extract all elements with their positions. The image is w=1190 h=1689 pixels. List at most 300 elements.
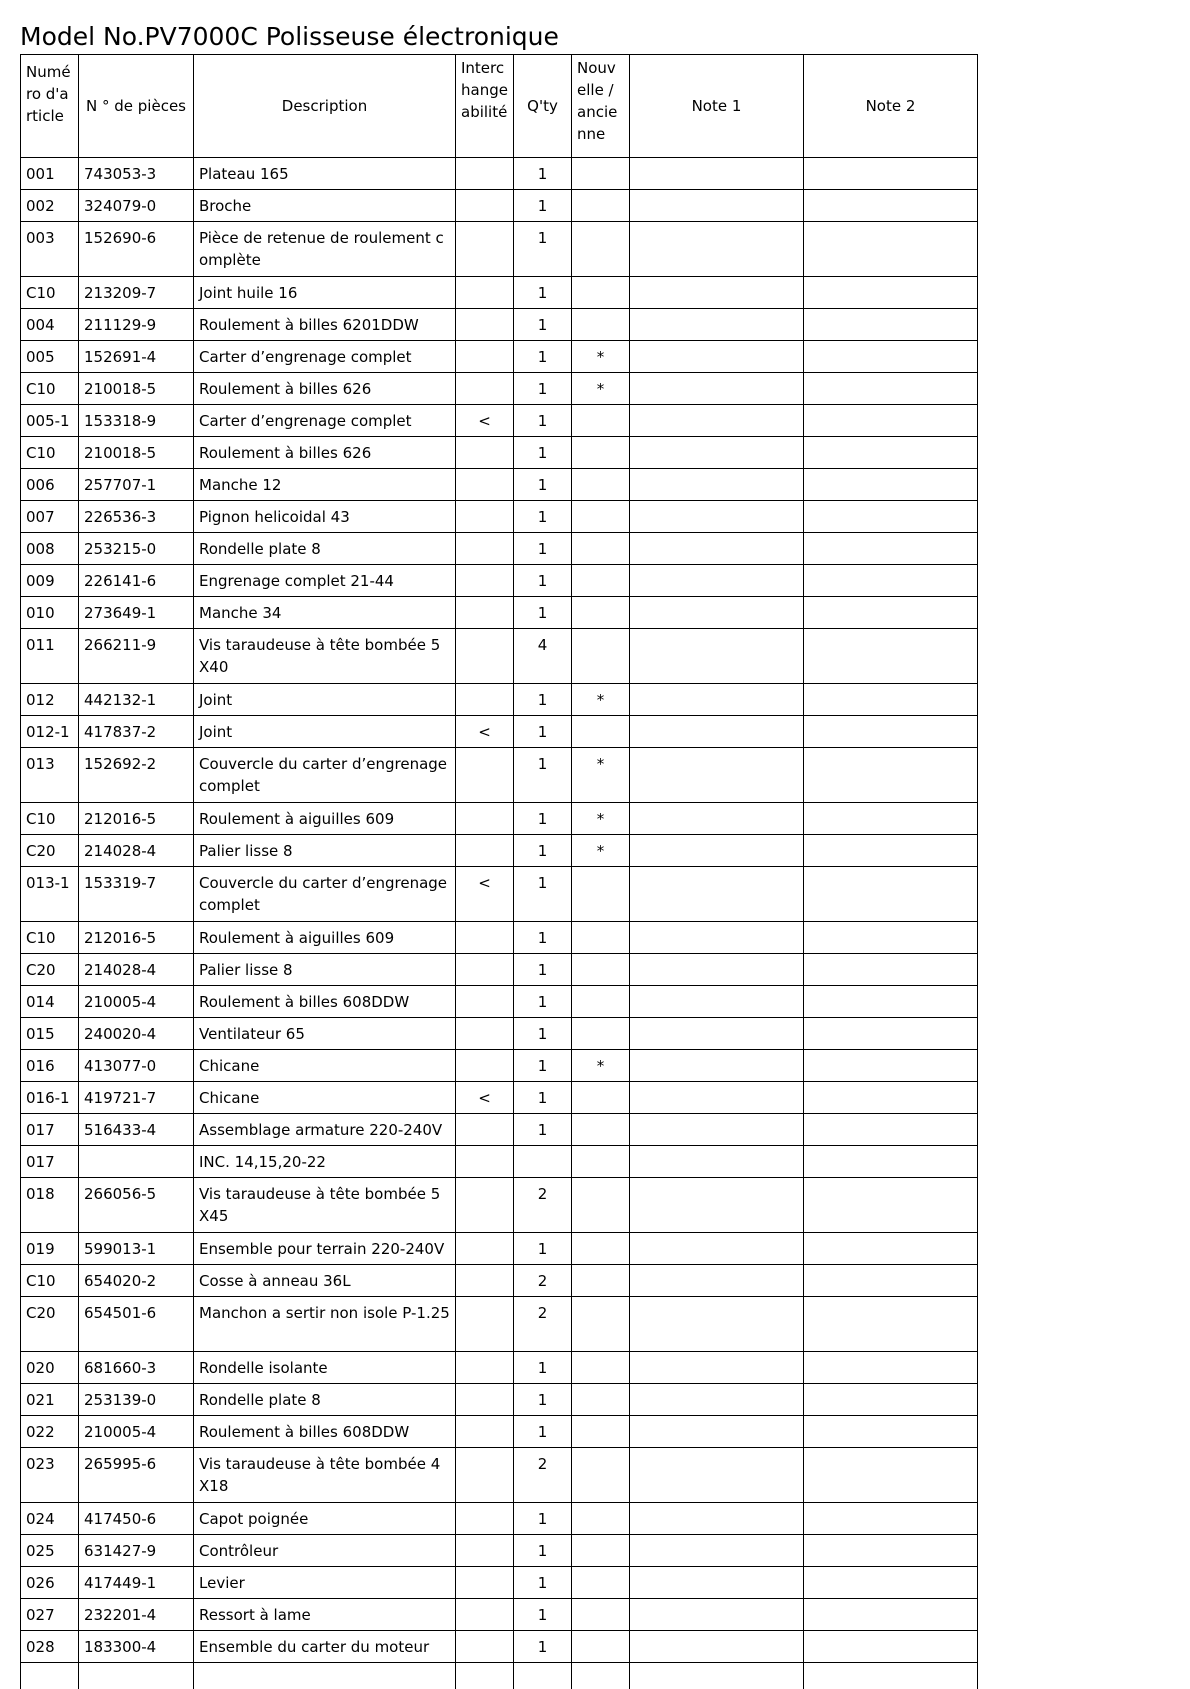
page-title: Model No.PV7000C Polisseuse électronique: [20, 20, 559, 54]
quantity-cell: 2: [514, 1265, 572, 1297]
interchangeability-cell: [456, 1599, 514, 1631]
note-1-cell: [630, 1178, 804, 1233]
note-1-cell: [630, 684, 804, 716]
description-cell: Couvercle du carter d’engrenage complet: [194, 867, 456, 922]
table-row: [21, 597, 978, 629]
table-row: [21, 986, 978, 1018]
table-row: [21, 501, 978, 533]
description-cell: Carter d’engrenage complet: [194, 405, 456, 437]
new-old-cell: [572, 716, 630, 748]
item-number-cell: 012: [21, 684, 79, 716]
item-number-cell: 014: [21, 986, 79, 1018]
item-number-cell: C10: [21, 373, 79, 405]
description-cell: Ensemble pour terrain 220-240V: [194, 1233, 456, 1265]
table-row: [21, 803, 978, 835]
table-row: [21, 469, 978, 501]
note-2-cell: [804, 533, 978, 565]
interchangeability-cell: [456, 469, 514, 501]
table-row: [21, 158, 978, 190]
quantity-cell: 1: [514, 373, 572, 405]
note-1-cell: [630, 158, 804, 190]
quantity-cell: 1: [514, 190, 572, 222]
quantity-cell: 1: [514, 1535, 572, 1567]
part-number-cell: 153319-7: [79, 867, 194, 922]
quantity-cell: 1: [514, 565, 572, 597]
table-row: [21, 748, 978, 803]
interchangeability-cell: [456, 341, 514, 373]
note-2-cell: [804, 803, 978, 835]
note-1-cell: [630, 1448, 804, 1503]
new-old-cell: [572, 597, 630, 629]
quantity-cell: 1: [514, 501, 572, 533]
description-cell: Ensemble du carter du moteur: [194, 1631, 456, 1663]
table-row: [21, 1599, 978, 1631]
interchangeability-cell: [456, 277, 514, 309]
interchangeability-cell: [456, 922, 514, 954]
interchangeability-cell: [456, 1416, 514, 1448]
note-1-cell: [630, 1384, 804, 1416]
item-number-cell: 027: [21, 1599, 79, 1631]
table-row-continued: [21, 1663, 978, 1689]
part-number-cell: 419721-7: [79, 1082, 194, 1114]
empty-cell: [456, 1663, 514, 1689]
note-2-cell: [804, 1631, 978, 1663]
interchangeability-cell: [456, 1535, 514, 1567]
new-old-cell: [572, 469, 630, 501]
table-row: [21, 533, 978, 565]
item-number-cell: 017: [21, 1114, 79, 1146]
item-number-cell: C10: [21, 1265, 79, 1297]
description-cell: Rondelle plate 8: [194, 1384, 456, 1416]
note-1-cell: [630, 1535, 804, 1567]
description-cell: Joint huile 16: [194, 277, 456, 309]
table-row: [21, 565, 978, 597]
interchangeability-cell: [456, 1503, 514, 1535]
item-number-cell: C10: [21, 437, 79, 469]
table-row: [21, 1631, 978, 1663]
interchangeability-cell: [456, 1050, 514, 1082]
quantity-cell: 1: [514, 1416, 572, 1448]
note-2-cell: [804, 341, 978, 373]
interchangeability-cell: [456, 565, 514, 597]
note-1-cell: [630, 629, 804, 684]
quantity-cell: 1: [514, 954, 572, 986]
note-1-cell: [630, 565, 804, 597]
table-row: [21, 716, 978, 748]
interchangeability-cell: [456, 1233, 514, 1265]
item-number-cell: 010: [21, 597, 79, 629]
quantity-cell: [514, 1146, 572, 1178]
note-2-cell: [804, 373, 978, 405]
item-number-cell: 005-1: [21, 405, 79, 437]
empty-cell: [630, 1663, 804, 1689]
quantity-cell: 1: [514, 158, 572, 190]
part-number-cell: 210018-5: [79, 373, 194, 405]
interchangeability-cell: [456, 1114, 514, 1146]
interchangeability-cell: [456, 803, 514, 835]
description-cell: Chicane: [194, 1050, 456, 1082]
new-old-cell: [572, 1599, 630, 1631]
table-row: [21, 309, 978, 341]
header-part-number: N ° de pièces: [79, 55, 194, 158]
part-number-cell: 152692-2: [79, 748, 194, 803]
item-number-cell: 026: [21, 1567, 79, 1599]
part-number-cell: 253139-0: [79, 1384, 194, 1416]
table-row: [21, 1233, 978, 1265]
item-number-cell: 004: [21, 309, 79, 341]
quantity-cell: 1: [514, 1018, 572, 1050]
quantity-cell: 1: [514, 533, 572, 565]
note-1-cell: [630, 1050, 804, 1082]
part-number-cell: [79, 1146, 194, 1178]
item-number-cell: 023: [21, 1448, 79, 1503]
new-old-cell: [572, 922, 630, 954]
item-number-cell: 019: [21, 1233, 79, 1265]
part-number-cell: 226536-3: [79, 501, 194, 533]
new-old-cell: [572, 986, 630, 1018]
note-2-cell: [804, 469, 978, 501]
part-number-cell: 152690-6: [79, 222, 194, 277]
table-row: [21, 1448, 978, 1503]
note-2-cell: [804, 565, 978, 597]
description-cell: Roulement à aiguilles 609: [194, 922, 456, 954]
table-row: [21, 1082, 978, 1114]
note-2-cell: [804, 1384, 978, 1416]
new-old-cell: [572, 533, 630, 565]
description-cell: Roulement à aiguilles 609: [194, 803, 456, 835]
table-row: [21, 835, 978, 867]
part-number-cell: 743053-3: [79, 158, 194, 190]
note-1-cell: [630, 954, 804, 986]
part-number-cell: 210018-5: [79, 437, 194, 469]
quantity-cell: 1: [514, 277, 572, 309]
description-cell: Manchon a sertir non isole P-1.25: [194, 1297, 456, 1352]
part-number-cell: 214028-4: [79, 954, 194, 986]
item-number-cell: 025: [21, 1535, 79, 1567]
description-cell: Couvercle du carter d’engrenage complet: [194, 748, 456, 803]
note-1-cell: [630, 1233, 804, 1265]
note-1-cell: [630, 1018, 804, 1050]
note-2-cell: [804, 1233, 978, 1265]
item-number-cell: C20: [21, 835, 79, 867]
new-old-cell: [572, 1503, 630, 1535]
empty-cell: [572, 1663, 630, 1689]
interchangeability-cell: [456, 373, 514, 405]
table-row: [21, 405, 978, 437]
quantity-cell: 1: [514, 597, 572, 629]
item-number-cell: 017: [21, 1146, 79, 1178]
interchangeability-cell: [456, 1018, 514, 1050]
quantity-cell: 1: [514, 1352, 572, 1384]
table-row: [21, 341, 978, 373]
quantity-cell: 1: [514, 835, 572, 867]
note-2-cell: [804, 986, 978, 1018]
item-number-cell: C10: [21, 922, 79, 954]
note-1-cell: [630, 922, 804, 954]
part-number-cell: 212016-5: [79, 803, 194, 835]
quantity-cell: 1: [514, 1114, 572, 1146]
description-cell: Manche 34: [194, 597, 456, 629]
new-old-cell: [572, 190, 630, 222]
note-1-cell: [630, 1503, 804, 1535]
description-cell: Engrenage complet 21-44: [194, 565, 456, 597]
new-old-cell: [572, 501, 630, 533]
part-number-cell: 516433-4: [79, 1114, 194, 1146]
interchangeability-cell: [456, 954, 514, 986]
description-cell: Ventilateur 65: [194, 1018, 456, 1050]
part-number-cell: 266056-5: [79, 1178, 194, 1233]
part-number-cell: 183300-4: [79, 1631, 194, 1663]
table-row: [21, 1265, 978, 1297]
part-number-cell: 211129-9: [79, 309, 194, 341]
description-cell: Rondelle plate 8: [194, 533, 456, 565]
note-2-cell: [804, 1178, 978, 1233]
note-1-cell: [630, 190, 804, 222]
table-row: [21, 1050, 978, 1082]
note-2-cell: [804, 597, 978, 629]
interchangeability-cell: [456, 1297, 514, 1352]
quantity-cell: 1: [514, 922, 572, 954]
quantity-cell: 1: [514, 748, 572, 803]
new-old-cell: [572, 867, 630, 922]
new-old-cell: [572, 1567, 630, 1599]
empty-cell: [194, 1663, 456, 1689]
table-row: [21, 629, 978, 684]
item-number-cell: 016-1: [21, 1082, 79, 1114]
note-2-cell: [804, 1050, 978, 1082]
note-1-cell: [630, 373, 804, 405]
part-number-cell: 240020-4: [79, 1018, 194, 1050]
table-row: [21, 1018, 978, 1050]
interchangeability-cell: [456, 629, 514, 684]
empty-cell: [514, 1663, 572, 1689]
note-1-cell: [630, 277, 804, 309]
note-1-cell: [630, 986, 804, 1018]
item-number-cell: 012-1: [21, 716, 79, 748]
new-old-cell: [572, 222, 630, 277]
new-old-cell: *: [572, 748, 630, 803]
interchangeability-cell: [456, 597, 514, 629]
header-new-old: Nouvelle / ancienne: [572, 55, 630, 158]
description-cell: Roulement à billes 6201DDW: [194, 309, 456, 341]
item-number-cell: 007: [21, 501, 79, 533]
new-old-cell: *: [572, 373, 630, 405]
interchangeability-cell: [456, 986, 514, 1018]
item-number-cell: 022: [21, 1416, 79, 1448]
interchangeability-cell: [456, 437, 514, 469]
note-2-cell: [804, 684, 978, 716]
note-1-cell: [630, 1082, 804, 1114]
table-header-row: [21, 55, 978, 158]
quantity-cell: 1: [514, 1567, 572, 1599]
description-cell: Levier: [194, 1567, 456, 1599]
interchangeability-cell: <: [456, 405, 514, 437]
table-row: [21, 1178, 978, 1233]
quantity-cell: 4: [514, 629, 572, 684]
item-number-cell: 006: [21, 469, 79, 501]
part-number-cell: 232201-4: [79, 1599, 194, 1631]
table-row: [21, 222, 978, 277]
quantity-cell: 1: [514, 1050, 572, 1082]
part-number-cell: 631427-9: [79, 1535, 194, 1567]
new-old-cell: [572, 1146, 630, 1178]
part-number-cell: 654020-2: [79, 1265, 194, 1297]
note-1-cell: [630, 1297, 804, 1352]
note-2-cell: [804, 1114, 978, 1146]
note-2-cell: [804, 835, 978, 867]
note-2-cell: [804, 1416, 978, 1448]
item-number-cell: 001: [21, 158, 79, 190]
note-2-cell: [804, 1146, 978, 1178]
interchangeability-cell: [456, 309, 514, 341]
note-1-cell: [630, 469, 804, 501]
note-2-cell: [804, 1599, 978, 1631]
note-2-cell: [804, 190, 978, 222]
note-2-cell: [804, 867, 978, 922]
description-cell: Assemblage armature 220-240V: [194, 1114, 456, 1146]
item-number-cell: 018: [21, 1178, 79, 1233]
description-cell: Plateau 165: [194, 158, 456, 190]
part-number-cell: 417837-2: [79, 716, 194, 748]
part-number-cell: 266211-9: [79, 629, 194, 684]
note-1-cell: [630, 437, 804, 469]
note-1-cell: [630, 222, 804, 277]
interchangeability-cell: [456, 835, 514, 867]
note-2-cell: [804, 629, 978, 684]
note-2-cell: [804, 1448, 978, 1503]
part-number-cell: 153318-9: [79, 405, 194, 437]
table-row: [21, 1567, 978, 1599]
note-1-cell: [630, 716, 804, 748]
new-old-cell: [572, 1384, 630, 1416]
interchangeability-cell: <: [456, 867, 514, 922]
part-number-cell: 413077-0: [79, 1050, 194, 1082]
quantity-cell: 1: [514, 222, 572, 277]
note-2-cell: [804, 1352, 978, 1384]
interchangeability-cell: [456, 533, 514, 565]
new-old-cell: [572, 565, 630, 597]
table-row: [21, 922, 978, 954]
note-1-cell: [630, 835, 804, 867]
table-row: [21, 1535, 978, 1567]
new-old-cell: *: [572, 684, 630, 716]
interchangeability-cell: <: [456, 1082, 514, 1114]
quantity-cell: 2: [514, 1178, 572, 1233]
part-number-cell: 417449-1: [79, 1567, 194, 1599]
note-1-cell: [630, 1265, 804, 1297]
part-number-cell: 265995-6: [79, 1448, 194, 1503]
interchangeability-cell: [456, 1384, 514, 1416]
quantity-cell: 2: [514, 1448, 572, 1503]
part-number-cell: 210005-4: [79, 1416, 194, 1448]
item-number-cell: 013-1: [21, 867, 79, 922]
note-2-cell: [804, 158, 978, 190]
new-old-cell: [572, 1082, 630, 1114]
quantity-cell: 1: [514, 867, 572, 922]
item-number-cell: C10: [21, 803, 79, 835]
description-cell: Joint: [194, 716, 456, 748]
description-cell: Ressort à lame: [194, 1599, 456, 1631]
note-1-cell: [630, 803, 804, 835]
interchangeability-cell: [456, 1265, 514, 1297]
part-number-cell: 214028-4: [79, 835, 194, 867]
quantity-cell: 1: [514, 309, 572, 341]
description-cell: Pièce de retenue de roulement complète: [194, 222, 456, 277]
new-old-cell: [572, 1352, 630, 1384]
note-1-cell: [630, 501, 804, 533]
table-row: [21, 437, 978, 469]
note-1-cell: [630, 405, 804, 437]
new-old-cell: [572, 277, 630, 309]
new-old-cell: *: [572, 1050, 630, 1082]
note-1-cell: [630, 341, 804, 373]
item-number-cell: 011: [21, 629, 79, 684]
item-number-cell: C20: [21, 1297, 79, 1352]
part-number-cell: 212016-5: [79, 922, 194, 954]
part-number-cell: 226141-6: [79, 565, 194, 597]
item-number-cell: 024: [21, 1503, 79, 1535]
item-number-cell: 002: [21, 190, 79, 222]
part-number-cell: 257707-1: [79, 469, 194, 501]
item-number-cell: 016: [21, 1050, 79, 1082]
interchangeability-cell: [456, 190, 514, 222]
table-row: [21, 867, 978, 922]
note-1-cell: [630, 1631, 804, 1663]
quantity-cell: 1: [514, 1233, 572, 1265]
new-old-cell: *: [572, 803, 630, 835]
description-cell: INC. 14,15,20-22: [194, 1146, 456, 1178]
note-2-cell: [804, 277, 978, 309]
quantity-cell: 1: [514, 716, 572, 748]
quantity-cell: 1: [514, 986, 572, 1018]
new-old-cell: [572, 1018, 630, 1050]
note-1-cell: [630, 1567, 804, 1599]
quantity-cell: 1: [514, 1599, 572, 1631]
note-1-cell: [630, 309, 804, 341]
interchangeability-cell: [456, 748, 514, 803]
quantity-cell: 1: [514, 684, 572, 716]
interchangeability-cell: [456, 222, 514, 277]
item-number-cell: 020: [21, 1352, 79, 1384]
part-number-cell: 210005-4: [79, 986, 194, 1018]
note-1-cell: [630, 533, 804, 565]
description-cell: Rondelle isolante: [194, 1352, 456, 1384]
quantity-cell: 1: [514, 405, 572, 437]
new-old-cell: [572, 158, 630, 190]
note-2-cell: [804, 222, 978, 277]
interchangeability-cell: [456, 1352, 514, 1384]
new-old-cell: [572, 405, 630, 437]
table-row: [21, 954, 978, 986]
note-1-cell: [630, 597, 804, 629]
part-number-cell: 324079-0: [79, 190, 194, 222]
part-number-cell: 681660-3: [79, 1352, 194, 1384]
table-row: [21, 1352, 978, 1384]
item-number-cell: 013: [21, 748, 79, 803]
header-note-1: Note 1: [630, 55, 804, 158]
parts-table: [20, 54, 978, 1689]
note-1-cell: [630, 1352, 804, 1384]
new-old-cell: [572, 1416, 630, 1448]
note-1-cell: [630, 1114, 804, 1146]
new-old-cell: [572, 629, 630, 684]
item-number-cell: 015: [21, 1018, 79, 1050]
note-2-cell: [804, 1265, 978, 1297]
description-cell: Broche: [194, 190, 456, 222]
table-row: [21, 684, 978, 716]
new-old-cell: *: [572, 341, 630, 373]
new-old-cell: [572, 1178, 630, 1233]
